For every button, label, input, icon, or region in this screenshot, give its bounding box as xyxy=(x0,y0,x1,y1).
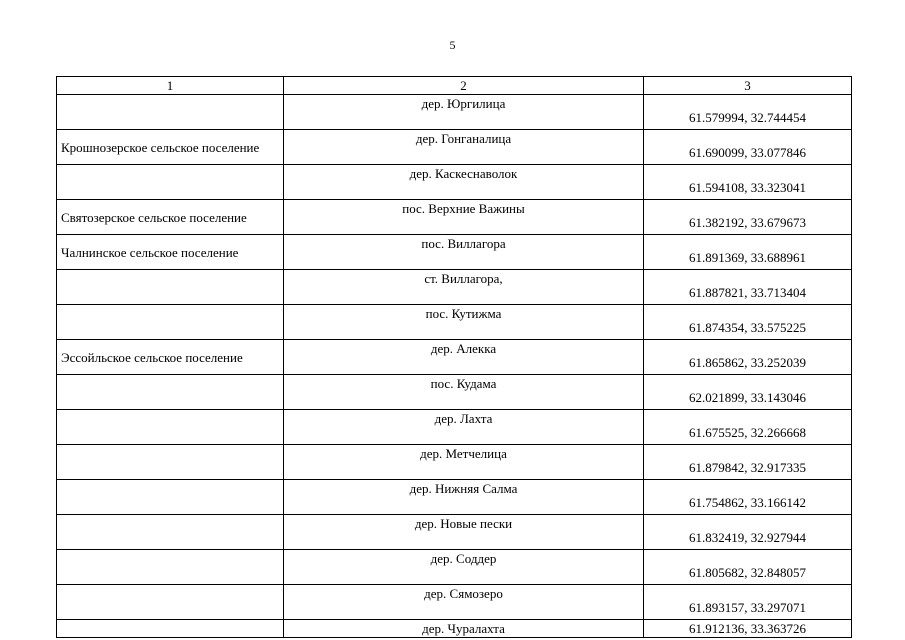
locality-cell: дер. Каскеснаволок xyxy=(284,165,644,200)
locality-cell: дер. Соддер xyxy=(284,550,644,585)
locality-cell: дер. Чуралахта xyxy=(284,620,644,638)
table-row xyxy=(57,130,852,165)
locality-cell: ст. Виллагора, xyxy=(284,270,644,305)
locality-cell: дер. Метчелица xyxy=(284,445,644,480)
settlement-cell: Чалнинское сельское поселение xyxy=(57,235,284,270)
coordinates-cell: 61.832419, 32.927944 xyxy=(644,515,852,550)
table-row xyxy=(57,550,852,585)
settlement-cell: Эссойльское сельское поселение xyxy=(57,340,284,375)
column-header-2: 2 xyxy=(284,77,644,95)
coordinates-cell: 61.805682, 32.848057 xyxy=(644,550,852,585)
table-row xyxy=(57,585,852,620)
coordinates-cell: 61.912136, 33.363726 xyxy=(644,620,852,638)
coordinates-cell: 61.579994, 32.744454 xyxy=(644,95,852,130)
table-row xyxy=(57,305,852,340)
settlement-cell xyxy=(57,375,284,410)
settlement-cell xyxy=(57,95,284,130)
settlement-cell xyxy=(57,165,284,200)
coordinates-cell: 61.690099, 33.077846 xyxy=(644,130,852,165)
coordinates-cell: 61.893157, 33.297071 xyxy=(644,585,852,620)
coordinates-cell: 61.891369, 33.688961 xyxy=(644,235,852,270)
locality-cell: пос. Верхние Важины xyxy=(284,200,644,235)
column-header-1: 1 xyxy=(57,77,284,95)
table-row xyxy=(57,165,852,200)
settlement-cell xyxy=(57,480,284,515)
settlement-cell xyxy=(57,585,284,620)
locality-cell: дер. Юргилица xyxy=(284,95,644,130)
settlement-cell xyxy=(57,550,284,585)
column-header-3: 3 xyxy=(644,77,852,95)
settlement-cell xyxy=(57,445,284,480)
table-row xyxy=(57,620,852,638)
locality-cell: дер. Сямозеро xyxy=(284,585,644,620)
page-number: 5 xyxy=(449,38,456,52)
coordinates-cell: 61.675525, 32.266668 xyxy=(644,410,852,445)
locality-cell: дер. Лахта xyxy=(284,410,644,445)
table-row xyxy=(57,235,852,270)
settlement-cell xyxy=(57,410,284,445)
coordinates-cell: 61.879842, 32.917335 xyxy=(644,445,852,480)
locality-cell: дер. Гонганалица xyxy=(284,130,644,165)
locality-cell: пос. Виллагора xyxy=(284,235,644,270)
locality-cell: пос. Кутижма xyxy=(284,305,644,340)
coordinates-cell: 61.754862, 33.166142 xyxy=(644,480,852,515)
coordinates-cell: 61.865862, 33.252039 xyxy=(644,340,852,375)
table-row xyxy=(57,340,852,375)
coordinates-cell: 62.021899, 33.143046 xyxy=(644,375,852,410)
table-row xyxy=(57,270,852,305)
coordinates-cell: 61.594108, 33.323041 xyxy=(644,165,852,200)
settlement-cell: Крошнозерское сельское поселение xyxy=(57,130,284,165)
coordinates-cell: 61.887821, 33.713404 xyxy=(644,270,852,305)
settlement-cell xyxy=(57,620,284,638)
table-row xyxy=(57,445,852,480)
coordinates-cell: 61.382192, 33.679673 xyxy=(644,200,852,235)
table-row xyxy=(57,200,852,235)
coordinates-cell: 61.874354, 33.575225 xyxy=(644,305,852,340)
table-row xyxy=(57,410,852,445)
table-row xyxy=(57,515,852,550)
table-row xyxy=(57,95,852,130)
locality-cell: пос. Кудама xyxy=(284,375,644,410)
locality-cell: дер. Алекка xyxy=(284,340,644,375)
locality-cell: дер. Новые пески xyxy=(284,515,644,550)
table-row xyxy=(57,375,852,410)
locality-cell: дер. Нижняя Салма xyxy=(284,480,644,515)
table-row xyxy=(57,480,852,515)
settlement-cell: Святозерское сельское поселение xyxy=(57,200,284,235)
settlement-cell xyxy=(57,515,284,550)
locality-coordinates-table xyxy=(56,76,852,638)
settlement-cell xyxy=(57,270,284,305)
table-header-row xyxy=(57,77,852,95)
settlement-cell xyxy=(57,305,284,340)
